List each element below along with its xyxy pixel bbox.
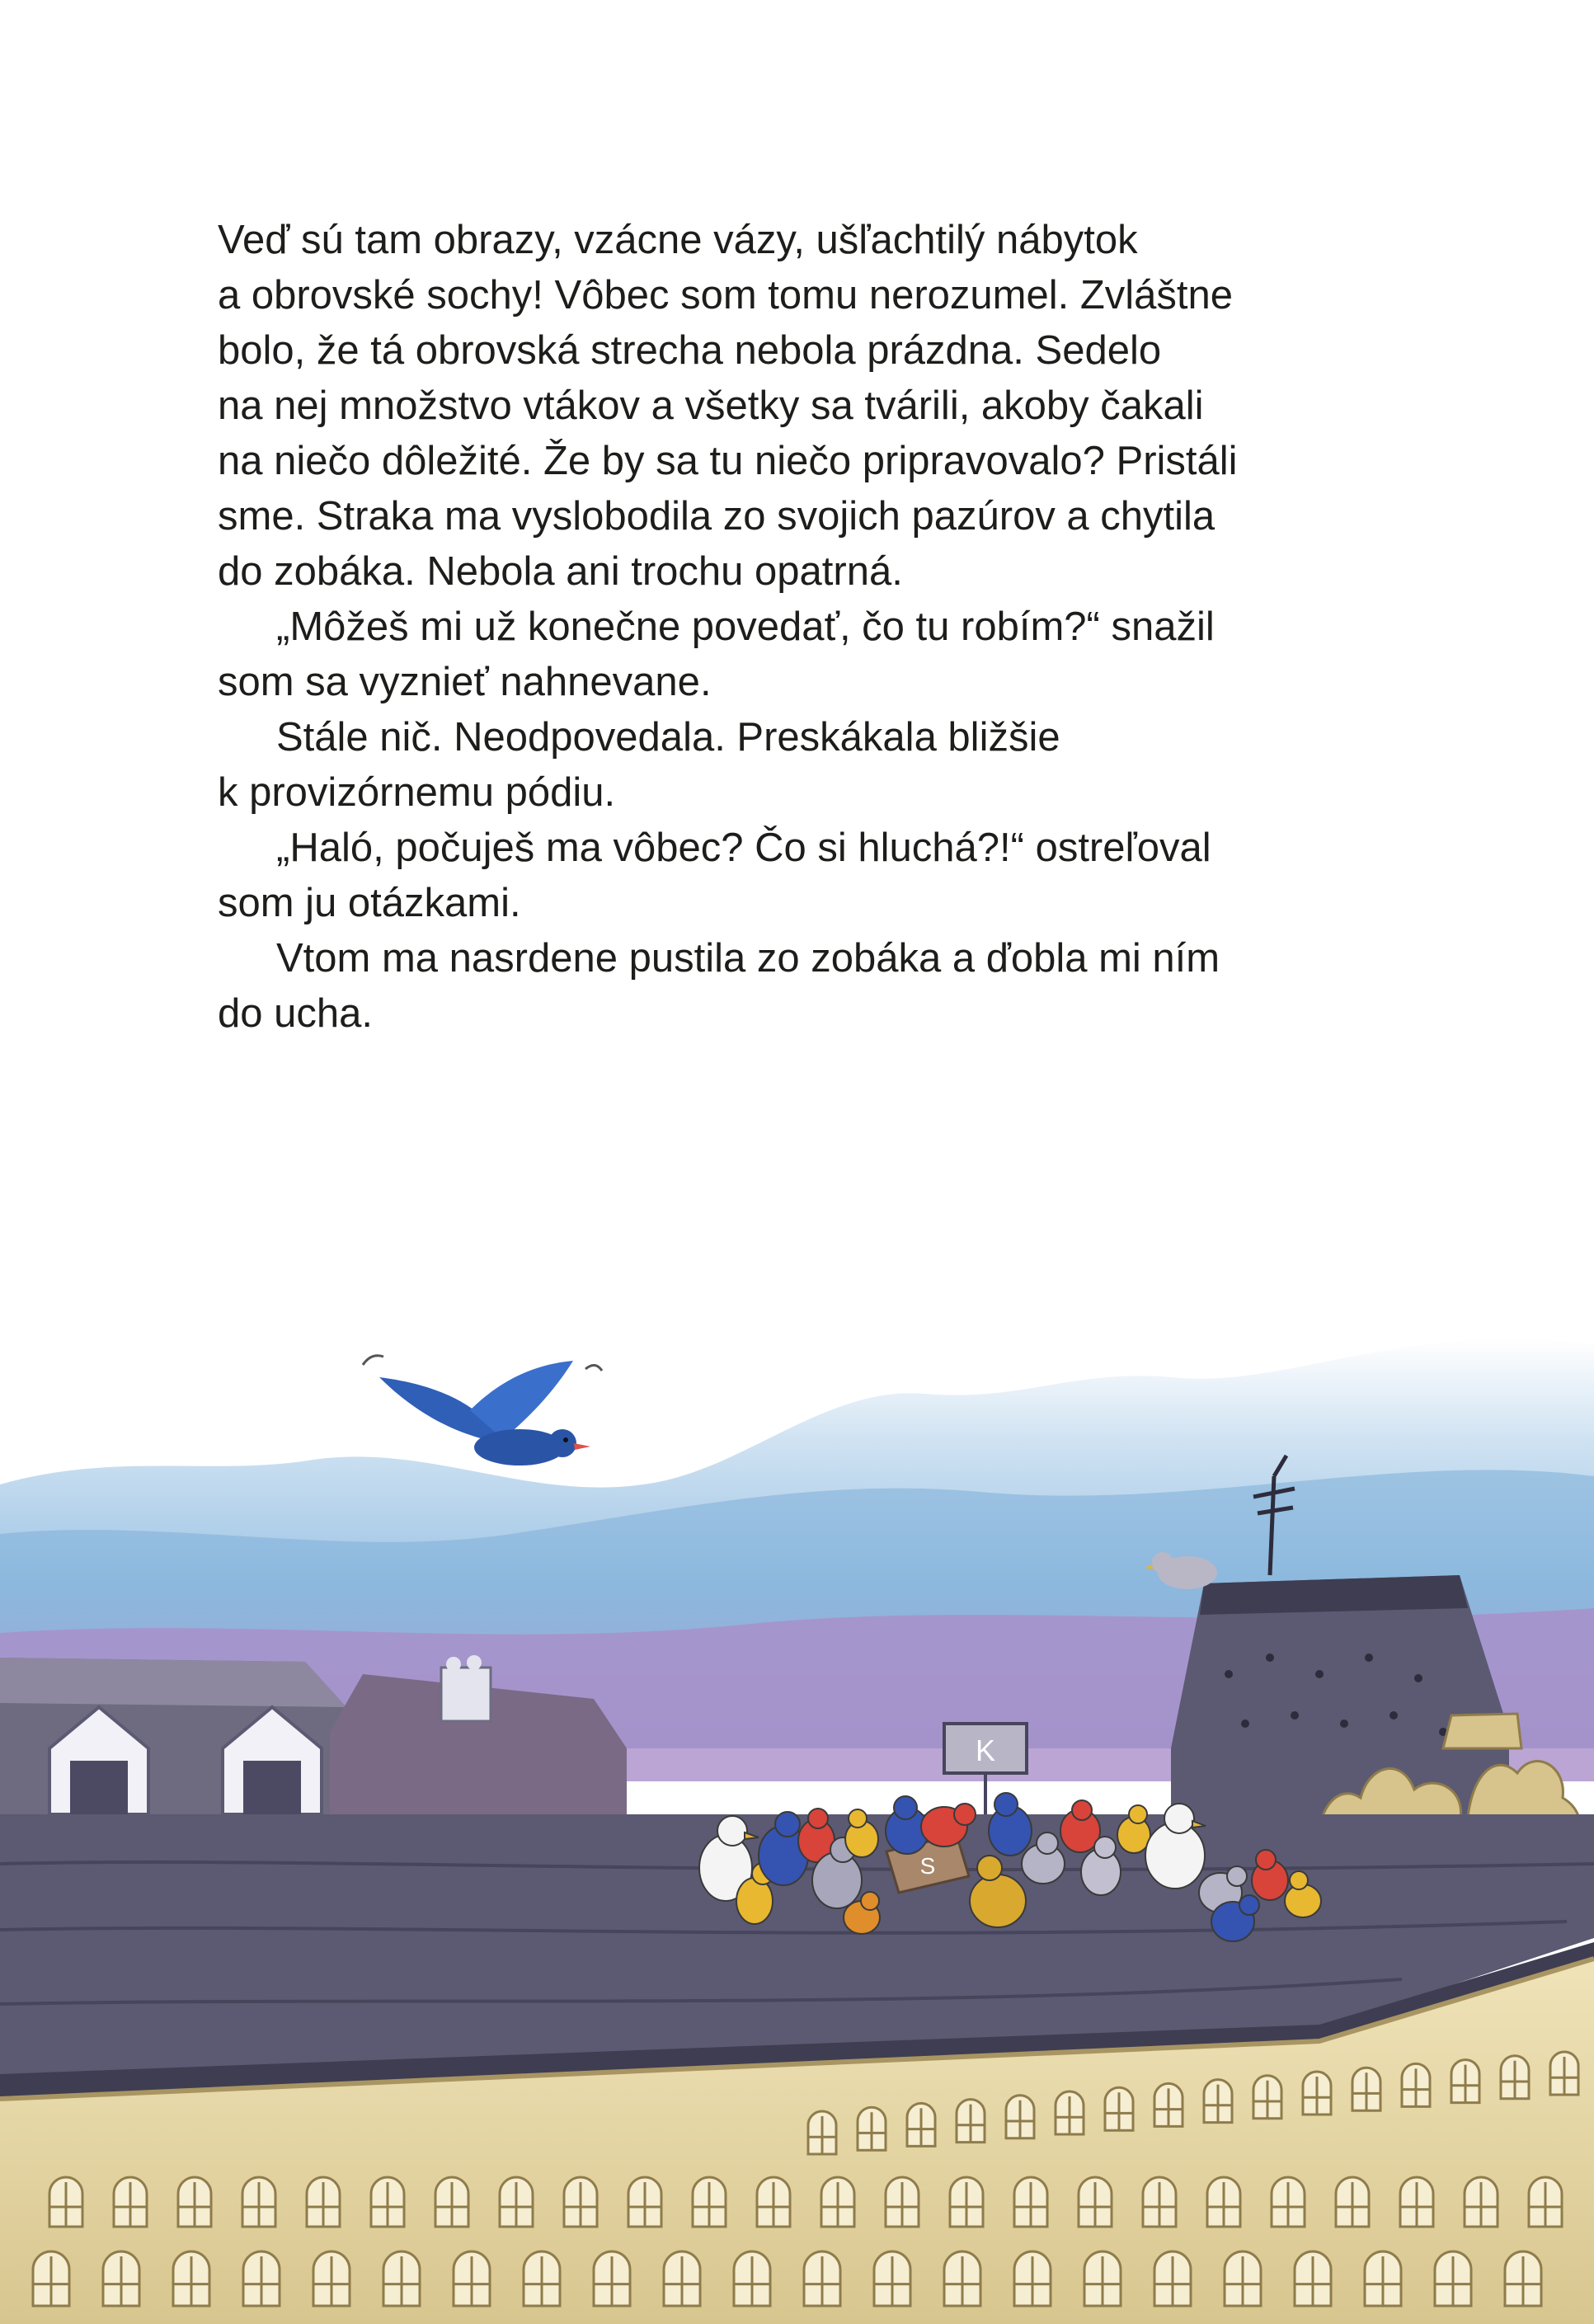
text-line: na nej množstvo vtákov a všetky sa tvárili, akoby čakali xyxy=(218,383,1204,428)
sign-letter-s: S xyxy=(919,1853,936,1879)
text-line: a obrovské sochy! Vôbec som tomu nerozumel. Zvláštne xyxy=(218,273,1234,318)
text-line: „Haló, počuješ ma vôbec? Čo si hluchá?!“ ostreľoval xyxy=(276,826,1211,870)
text-line: Stále nič. Neodpovedala. Preskákala bližšie xyxy=(276,715,1060,760)
text-line: som ju otázkami. xyxy=(218,881,521,925)
flying-blue-bird xyxy=(363,1356,602,1465)
text-line: som sa vyznieť nahnevane. xyxy=(218,660,712,704)
rooftop-illustration xyxy=(0,1287,1594,2324)
text-line: k provizórnemu pódiu. xyxy=(218,770,616,815)
text-line: do zobáka. Nebola ani trochu opatrná. xyxy=(218,549,903,594)
text-line: Vtom ma nasrdene pustila zo zobáka a ďobla mi ním xyxy=(276,936,1220,981)
text-line: Veď sú tam obrazy, vzácne vázy, ušľachtilý nábytok xyxy=(218,218,1138,262)
text-line: do ucha. xyxy=(218,991,373,1036)
sign-letter-k: K xyxy=(975,1734,996,1767)
story-text xyxy=(218,213,1405,1042)
yellow-bird xyxy=(1117,1805,1150,1853)
text-line: na niečo dôležité. Že by sa tu niečo pripravovalo? Pristáli xyxy=(218,439,1238,483)
text-line: bolo, že tá obrovská strecha nebola prázdna. Sedelo xyxy=(218,328,1162,373)
text-line: sme. Straka ma vyslobodila zo svojich pazúrov a chytila xyxy=(218,494,1215,539)
text-line: „Môžeš mi už konečne povedať, čo tu robím?“ snažil xyxy=(276,605,1215,649)
blue-bird xyxy=(989,1793,1032,1856)
